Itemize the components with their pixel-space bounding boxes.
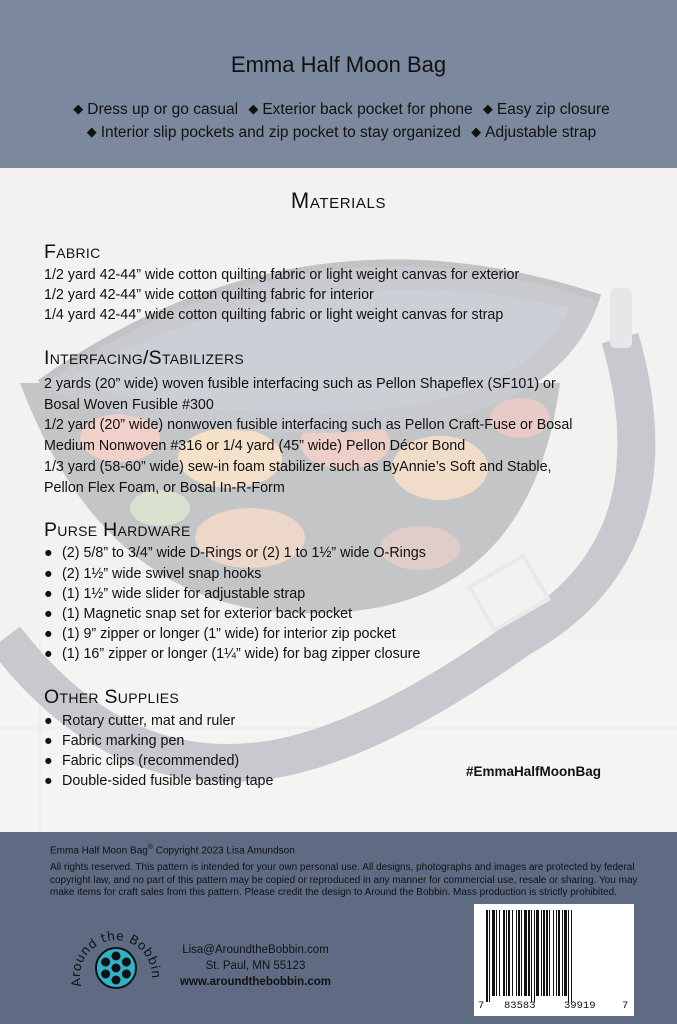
interfacing-line: 1/2 yard (20” wide) nonwoven fusible interfacing such as Pellon Craft-Fuse or Bosal [44, 417, 573, 433]
supplies-item: ● Fabric clips (recommended) [44, 753, 240, 769]
interfacing-line: Bosal Woven Fusible #300 [44, 397, 214, 413]
barcode-digit-group: 39919 [564, 1000, 596, 1012]
barcode-bar [531, 910, 532, 1002]
fabric-line: 1/4 yard 42-44” wide cotton quilting fabric or light weight canvas for strap [44, 307, 504, 323]
diamond-bullet-icon: ◆ [482, 101, 493, 116]
barcode-bar [568, 910, 569, 1002]
interfacing-heading: Interfacing/Stabilizers [44, 347, 245, 369]
fabric-heading: Fabric [44, 241, 101, 263]
barcode-bar [521, 910, 522, 996]
barcode-bar [534, 910, 535, 1002]
hardware-item: ● (1) 16” zipper or longer (1¼” wide) for bag zipper closure [44, 646, 421, 662]
round-bullet-icon: ● [44, 545, 53, 561]
barcode-digit-group: 7 [622, 1000, 629, 1012]
interfacing-line: 2 yards (20” wide) woven fusible interfacing such as Pellon Shapeflex (SF101) or [44, 376, 556, 392]
barcode-digit-group: 7 [478, 1000, 485, 1012]
interfacing-line: Medium Nonwoven #316 or 1/4 yard (45” wide) Pellon Décor Bond [44, 438, 466, 454]
barcode-bar [541, 910, 542, 996]
svg-text:Around the Bobbin: Around the Bobbin [68, 928, 164, 989]
barcode-bar [562, 910, 563, 996]
barcode-bar [516, 910, 517, 996]
barcode-bar [518, 910, 520, 996]
around-the-bobbin-logo [68, 918, 164, 1014]
materials-section [0, 168, 677, 832]
barcode-bar [492, 910, 495, 996]
round-bullet-icon: ● [44, 606, 53, 622]
barcode-bar [489, 910, 490, 1002]
feature-item: ◆ Exterior back pocket for phone [248, 101, 473, 118]
diamond-bullet-icon: ◆ [248, 101, 259, 116]
round-bullet-icon: ● [44, 753, 53, 769]
barcode-bar [558, 910, 560, 996]
contact-website[interactable]: www.aroundthebobbin.com [180, 976, 331, 988]
diamond-bullet-icon: ◆ [471, 124, 482, 139]
hardware-item: ● (1) 1½” wide slider for adjustable strap [44, 586, 306, 602]
barcode-bar [486, 910, 488, 1002]
interfacing-line: 1/3 yard (58-60” wide) sew-in foam stabilizer such as ByAnnie’s Soft and Stable, [44, 459, 552, 475]
feature-item: ◆ Dress up or go casual [73, 101, 239, 118]
barcode-bar [508, 910, 510, 996]
barcode-bar [556, 910, 557, 996]
fabric-line: 1/2 yard 42-44” wide cotton quilting fabric for interior [44, 287, 374, 303]
barcode-bar [503, 910, 505, 996]
hardware-item: ● (2) 5/8” to 3/4” wide D-Rings or (2) 1 to 1½” wide O-Rings [44, 545, 426, 561]
copyright-line: Emma Half Moon Bag® Copyright 2023 Lisa Amundson [50, 844, 295, 857]
barcode [474, 904, 634, 1016]
contact-city: St. Paul, MN 55123 [205, 960, 306, 972]
round-bullet-icon: ● [44, 626, 53, 642]
barcode-bar [536, 910, 539, 996]
barcode-bar [543, 910, 545, 996]
round-bullet-icon: ● [44, 566, 53, 582]
barcode-digit-group: 83583 [504, 1000, 536, 1012]
barcode-bars-icon [474, 904, 634, 1016]
hashtag-label: #EmmaHalfMoonBag [466, 764, 602, 779]
diamond-bullet-icon: ◆ [73, 101, 84, 116]
round-bullet-icon: ● [44, 646, 53, 662]
header-band [0, 0, 677, 168]
round-bullet-icon: ● [44, 733, 53, 749]
hardware-item: ● (1) 9” zipper or longer (1” wide) for interior zip pocket [44, 626, 396, 642]
pattern-title: Emma Half Moon Bag [230, 52, 447, 77]
rights-statement: All rights reserved. This pattern is intended for your own personal use. All designs, photographs and images are protected by federal copyright law, and no part of this pattern may be copied or reproduced in any manner for commercial use, resale or sharing. You may make items for craft sales from this pattern. Please credit the design to Around the Bobbin. Mass production is strictly prohibited. [50, 862, 638, 898]
barcode-bar [512, 910, 513, 996]
hardware-item: ● (2) 1½” wide swivel snap hooks [44, 566, 262, 582]
feature-item: ◆ Interior slip pockets and zip pocket to stay organized [86, 124, 461, 141]
barcode-bar [499, 910, 500, 996]
barcode-bar [506, 910, 507, 996]
feature-item: ◆ Easy zip closure [482, 101, 610, 118]
supplies-item: ● Rotary cutter, mat and ruler [44, 713, 236, 729]
contact-email[interactable]: Lisa@AroundtheBobbin.com [182, 944, 329, 956]
interfacing-line: Pellon Flex Foam, or Bosal In-R-Form [44, 480, 285, 496]
barcode-bar [524, 910, 527, 996]
round-bullet-icon: ● [44, 773, 53, 789]
hardware-heading: Purse Hardware [44, 519, 191, 541]
feature-row-1 [0, 101, 677, 119]
barcode-bar [549, 910, 550, 996]
materials-heading: Materials [290, 188, 387, 213]
contact-block [180, 942, 331, 990]
barcode-bar [546, 910, 548, 996]
diamond-bullet-icon: ◆ [86, 124, 97, 139]
hardware-item: ● (1) Magnetic snap set for exterior back pocket [44, 606, 353, 622]
barcode-bar [553, 910, 554, 996]
supplies-heading: Other Supplies [44, 686, 180, 708]
round-bullet-icon: ● [44, 586, 53, 602]
fabric-line: 1/2 yard 42-44” wide cotton quilting fabric or light weight canvas for exterior [44, 267, 520, 283]
bag-photo-panel [0, 168, 677, 832]
feature-item: ◆ Adjustable strap [471, 124, 597, 141]
barcode-bar [528, 910, 530, 996]
barcode-bar [571, 910, 572, 1002]
barcode-bar [496, 910, 497, 996]
feature-row-2 [0, 124, 677, 142]
barcode-bar [564, 910, 567, 996]
round-bullet-icon: ● [44, 713, 53, 729]
supplies-item: ● Fabric marking pen [44, 733, 185, 749]
supplies-item: ● Double-sided fusible basting tape [44, 773, 274, 789]
footer-band [0, 832, 677, 1024]
